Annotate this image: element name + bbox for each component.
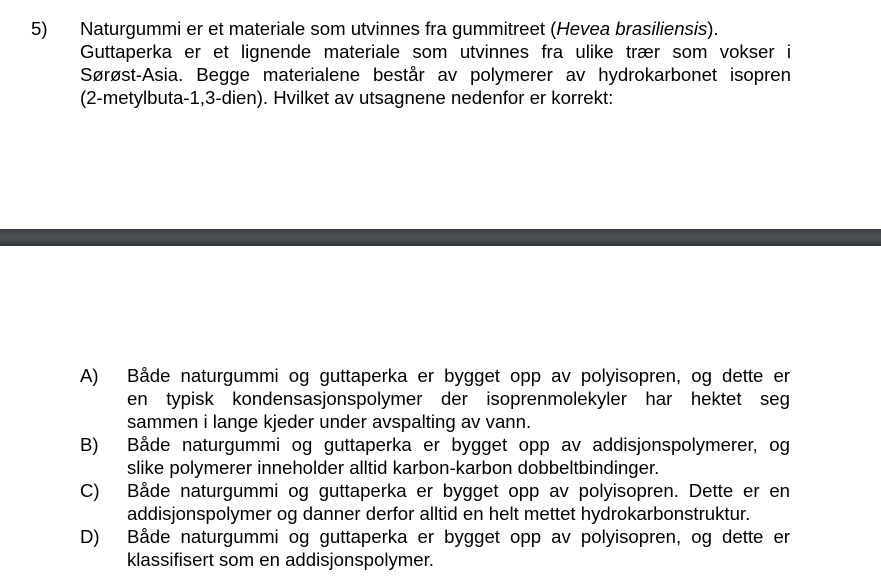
- answer-option-b[interactable]: [80, 433, 790, 479]
- answer-option-a[interactable]: [80, 364, 790, 433]
- option-line: Både naturgummi og guttaperka er bygget opp av polyisopren, og dette er: [127, 365, 790, 386]
- answer-option-c[interactable]: [80, 479, 790, 525]
- option-line: Både naturgummi og guttaperka er bygget opp av polyisopren. Dette er en: [127, 480, 790, 501]
- latin-species-name: Hevea brasiliensis: [556, 18, 708, 39]
- option-letter: A): [80, 365, 99, 386]
- option-line: sammen i lange kjeder under avspalting av vann.: [127, 411, 532, 432]
- option-letter: B): [80, 434, 99, 455]
- question-line: (2-metylbuta-1,3-dien). Hvilket av utsagnene nedenfor er korrekt:: [80, 87, 614, 108]
- question-line: Guttaperka er et lignende materiale som utvinnes fra ulike trær som vokser i: [80, 41, 791, 62]
- option-letter: D): [80, 526, 100, 547]
- question-line: Sørøst-Asia. Begge materialene består av polymerer av hydrokarbonet isopren: [80, 64, 791, 85]
- answer-options: [80, 364, 790, 571]
- option-letter: C): [80, 480, 100, 501]
- option-line: Både naturgummi og guttaperka er bygget opp av addisjonspolymerer, og: [127, 434, 790, 455]
- option-line: Både naturgummi og guttaperka er bygget opp av polyisopren, og dette er: [127, 526, 790, 547]
- option-line: klassifisert som en addisjonspolymer.: [127, 549, 434, 570]
- question-line: Naturgummi er et materiale som utvinnes fra gummitreet (Hevea brasiliensis).: [80, 18, 719, 39]
- option-line: en typisk kondensasjonspolymer der isoprenmolekyler har hektet seg: [127, 388, 790, 409]
- answer-option-d[interactable]: [80, 525, 790, 571]
- question-text: [80, 17, 791, 109]
- section-divider: [0, 229, 881, 246]
- option-line: addisjonspolymer og danner derfor alltid en helt mettet hydrokarbonstruktur.: [127, 503, 751, 524]
- question-number: 5): [31, 18, 48, 39]
- option-line: slike polymerer inneholder alltid karbon-karbon dobbeltbindinger.: [127, 457, 660, 478]
